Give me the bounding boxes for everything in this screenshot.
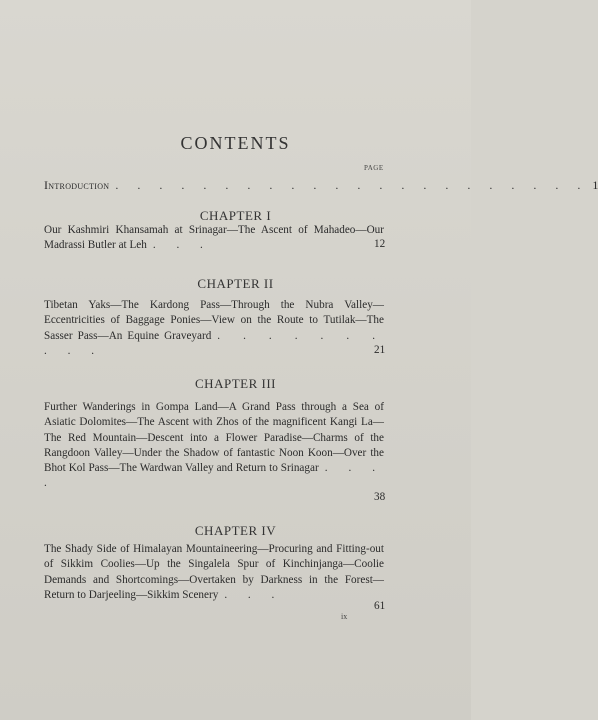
- leader-dots: . . . .: [44, 462, 385, 490]
- chapter-1-heading: CHAPTER I: [199, 208, 272, 223]
- page-folio: ix: [341, 612, 348, 621]
- leader-dots: . . .: [152, 239, 212, 252]
- leader-dots: . . . . . . . . . .: [44, 329, 384, 357]
- chapter-4-heading: CHAPTER IV: [194, 523, 277, 538]
- chapter-3-heading: CHAPTER III: [195, 376, 276, 391]
- chapter-1-page: 12: [374, 238, 386, 250]
- chapter-4-page: 61: [374, 600, 386, 612]
- chapter-2-summary: [44, 298, 384, 359]
- contents-title: CONTENTS: [180, 133, 291, 153]
- chapter-2-page: 21: [374, 344, 386, 356]
- page-column-header: PAGE: [364, 164, 384, 172]
- chapter-3-summary: [44, 400, 384, 492]
- leader-dots: . . .: [224, 588, 284, 601]
- chapter-3-text: Further Wanderings in Gompa Land—A Grand Pass through a Sea of Asiatic Dolomites—The Ascent with Zhos of the magnificent Kangi La—The Red Mountain—Descent into a Flower Paradise—Charms of the Rangdoon Valley—Under the Shadow of fantastic Noon Koon—Over the Bhot Kol Pass—The Wardwan Valley and Return to Srinagar: [44, 401, 384, 475]
- chapter-1-summary: [44, 223, 384, 254]
- chapter-1-text: Our Kashmiri Khansamah at Srinagar—The Ascent of Mahadeo—Our Madrassi Butler at Leh: [44, 224, 384, 252]
- chapter-4-summary: [44, 542, 384, 603]
- chapter-2-heading: CHAPTER II: [197, 276, 274, 291]
- introduction-label: Introduction: [44, 178, 110, 192]
- chapter-4-text: The Shady Side of Himalayan Mountaineering—Procuring and Fitting-out of Sikkim Coolies—Up the Singalela Spur of Kinchinjanga—Coolie Demands and Shortcomings—Overtaken by Darkness in the Forest—Return to Darjeeling—Sikkim Scenery: [44, 543, 384, 601]
- leader-dots: . . . . . . . . . . . . . . . . . . . . . .: [115, 178, 589, 192]
- chapter-3-page: 38: [374, 491, 386, 503]
- introduction-page: 1: [592, 178, 598, 192]
- chapter-2-text: Tibetan Yaks—The Kardong Pass—Through the Nubra Valley—Eccentricities of Baggage Ponies—View on the Route to Tutilak—The Sasser Pass—An Equine Graveyard: [44, 299, 384, 342]
- toc-entry-introduction: [44, 178, 598, 193]
